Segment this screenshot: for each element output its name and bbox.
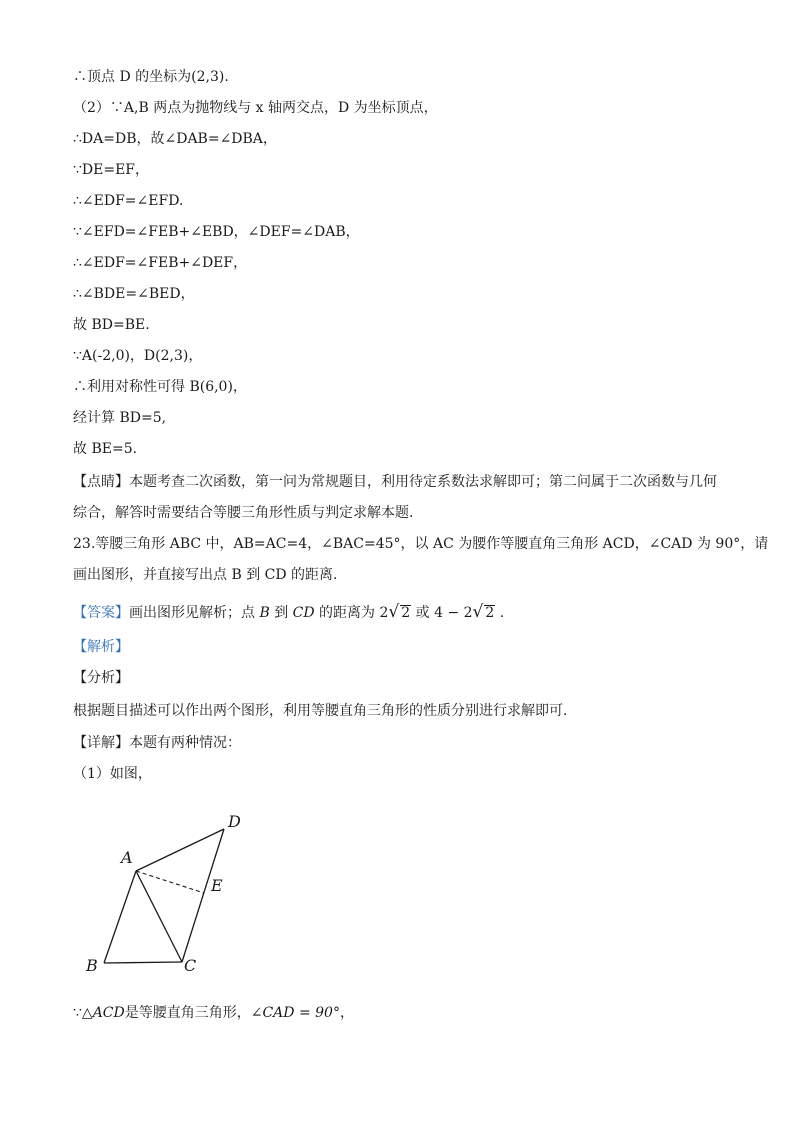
- answer-text: 到: [269, 605, 293, 621]
- label-a: A: [121, 848, 133, 867]
- jiexi-heading: 【解析】: [73, 639, 129, 655]
- dianjing-tag: 【点睛】: [73, 474, 129, 490]
- text-line: 故 BE=5.: [73, 441, 138, 457]
- label-b: B: [86, 956, 98, 975]
- fenxi-heading: 【分析】: [73, 670, 129, 686]
- segment-cd: CD: [292, 605, 315, 621]
- text-line: ∵DE=EF，: [73, 162, 150, 178]
- last-line: [73, 1003, 354, 1023]
- text-line: 故 BD=BE.: [73, 317, 150, 333]
- label-c: C: [184, 956, 197, 975]
- last-pre: ∵△: [73, 1005, 93, 1021]
- answer-or: 或: [411, 605, 435, 621]
- dianjing-text: 本题考查二次函数，第一问为常规题目，利用待定系数法求解即可；第二问属于二次函数与几何: [129, 474, 717, 490]
- segment-bc: [104, 962, 182, 963]
- text-line: ∵∠EFD=∠FEB+∠EBD，∠DEF=∠DAB，: [73, 224, 360, 240]
- text-line: 经计算 BD=5,: [73, 410, 167, 426]
- label-d: D: [228, 812, 241, 831]
- problem-line1: 23.等腰三角形 ABC 中，AB=AC=4，∠BAC=45°，以 AC 为腰作等腰直角三角形 ACD，∠CAD 为 90°，请: [73, 536, 769, 552]
- value-1-radicand: 2: [401, 605, 411, 621]
- segment-ae-dashed: [136, 871, 204, 893]
- xiangjie-tag: 【详解】: [73, 735, 129, 751]
- segment-ad: [136, 829, 224, 871]
- segment-ab: [104, 871, 136, 963]
- triangle-acd: ACD: [92, 1005, 125, 1021]
- answer-text: 的距离为: [314, 605, 380, 621]
- label-e: E: [211, 876, 223, 895]
- text-line: （2）∵A,B 两点为抛物线与 x 轴两交点，D 为坐标顶点，: [73, 100, 438, 116]
- text-line: ∴利用对称性可得 B(6,0)，: [73, 379, 247, 395]
- text-line: ∴顶点 D 的坐标为(2,3).: [73, 69, 229, 85]
- problem-line2: 画出图形，并直接写出点 B 到 CD 的距离.: [73, 567, 338, 583]
- fenxi-text: 根据题目描述可以作出两个图形，利用等腰直角三角形的性质分别进行求解即可.: [73, 703, 568, 719]
- sqrt-sign: √: [472, 602, 484, 622]
- last-end: ，: [339, 1005, 354, 1021]
- text-line: ∵A(-2,0)，D(2,3)，: [73, 348, 203, 364]
- answer-text: 画出图形见解析；点: [129, 605, 260, 621]
- dianjing-line1: [73, 472, 717, 492]
- text-line: ∴DA=DB，故∠DAB=∠DBA，: [73, 131, 277, 147]
- text-line: ∴∠BDE=∠BED，: [73, 286, 195, 302]
- last-mid: 是等腰直角三角形，: [124, 1005, 251, 1021]
- geometry-diagram: [80, 805, 280, 985]
- answer-end: .: [495, 605, 505, 621]
- xiangjie-text: 本题有两种情况：: [129, 735, 241, 751]
- angle-cad: ∠CAD = 90°: [250, 1005, 340, 1021]
- text-line: ∴∠EDF=∠EFD.: [73, 193, 184, 209]
- segment-dc: [182, 829, 224, 962]
- value-2-radicand: 2: [485, 605, 495, 621]
- xiangjie-line: [73, 733, 241, 753]
- value-2-prefix: 4 − 2: [434, 605, 473, 621]
- dianjing-line2: 综合，解答时需要结合等腰三角形性质与判定求解本题.: [73, 505, 414, 521]
- answer-line: [73, 602, 504, 623]
- answer-tag: 【答案】: [73, 605, 129, 621]
- case1-line: （1）如图，: [73, 766, 152, 782]
- segment-ac: [136, 871, 182, 962]
- value-1-coef: 2: [379, 605, 389, 621]
- sqrt-sign: √: [388, 602, 400, 622]
- text-line: ∴∠EDF=∠FEB+∠DEF，: [73, 255, 248, 271]
- point-b: B: [259, 605, 270, 621]
